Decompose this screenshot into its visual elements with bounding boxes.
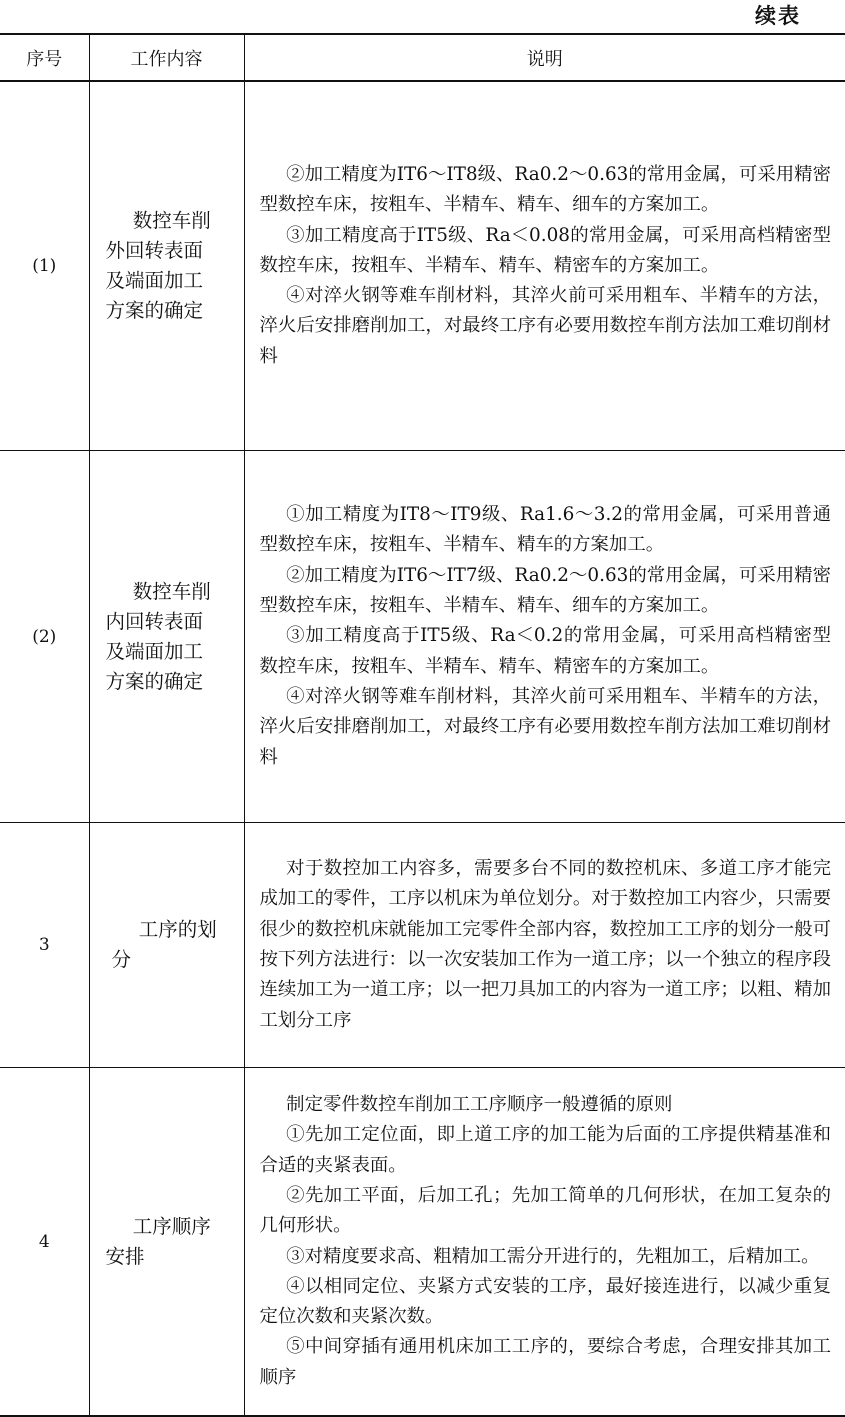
- work-line: 数控车削: [132, 209, 211, 232]
- row-desc: [244, 451, 845, 823]
- work-line: 外回转表面: [105, 239, 204, 262]
- row-work: [89, 451, 244, 823]
- work-line: 方案的确定: [105, 299, 204, 322]
- desc-paragraph: ④对淬火钢等难车削材料，其淬火前可采用粗车、半精车的方法，淬火后安排磨削加工，对最终工序有必要用数控车削方法加工难切削材料: [259, 685, 831, 768]
- desc-paragraph: ④对淬火钢等难车削材料，其淬火前可采用粗车、半精车的方法，淬火后安排磨削加工，对最终工序有必要用数控车削方法加工难切削材料: [259, 285, 831, 367]
- desc-paragraph: ⑤中间穿插有通用机床加工工序的，要综合考虑，合理安排其加工顺序: [259, 1336, 831, 1388]
- desc-paragraph: ①先加工定位面，即上道工序的加工能为后面的工序提供精基准和合适的夹紧表面。: [259, 1124, 831, 1176]
- row-desc: [244, 1068, 845, 1417]
- work-line: 及端面加工: [105, 269, 204, 292]
- table-row: [0, 451, 845, 823]
- row-desc: [244, 81, 845, 451]
- header-seq: 序号: [0, 34, 89, 81]
- desc-paragraph: 制定零件数控车削加工工序顺序一般遵循的原则: [286, 1094, 673, 1116]
- desc-paragraph: ②先加工平面，后加工孔；先加工简单的几何形状，在加工复杂的几何形状。: [259, 1184, 831, 1237]
- desc-paragraph: 对于数控加工内容多，需要多台不同的数控机床、多道工序才能完成加工的零件，工序以机床为单位划分。对于数控加工内容少，只需要很少的数控机床就能加工完零件全部内容，数控加工工序的划分一般可按下列方法进行：以一次安装加工作为一道工序；以一个独立的程序段连续加工为一道工序；以一把刀具加工的内容为一道工序；以粗、精加工划分工序: [259, 858, 831, 1031]
- desc-paragraph: ②加工精度为IT6～IT8级、Ra0.2～0.63的常用金属，可采用精密型数控车床，按粗车、半精车、精车、细车的方案加工。: [259, 163, 831, 216]
- row-seq: (1): [0, 81, 89, 451]
- work-line: 数控车削: [132, 579, 211, 603]
- row-work: [89, 81, 244, 451]
- desc-paragraph: ①加工精度为IT8～IT9级、Ra1.6～3.2的常用金属，可采用普通型数控车床，按粗车、半精车、精车的方案加工。: [259, 504, 831, 556]
- process-table: [0, 33, 845, 1417]
- header-desc: 说明: [244, 34, 845, 81]
- desc-paragraph: ③对精度要求高、粗精加工需分开进行的，先粗加工，后精加工。: [286, 1245, 820, 1267]
- desc-paragraph: ③加工精度高于IT5级、Ra＜0.08的常用金属，可采用高档精密型数控车床，按粗车、半精车、精车、精密车的方案加工。: [259, 224, 831, 276]
- row-work: [89, 823, 244, 1068]
- row-seq: 3: [0, 823, 89, 1068]
- desc-paragraph: ②加工精度为IT6～IT7级、Ra0.2～0.63的常用金属，可采用精密型数控车床，按粗车、半精车、精车、细车的方案加工。: [259, 564, 831, 617]
- table-row: [0, 81, 845, 451]
- work-line: 内回转表面: [105, 609, 204, 633]
- row-seq: (2): [0, 451, 89, 823]
- table-row: [0, 1068, 845, 1417]
- header-work: 工作内容: [89, 34, 244, 81]
- desc-paragraph: ③加工精度高于IT5级、Ra＜0.2的常用金属，可采用高档精密型数控车床，按粗车、半精车、精车、精密车的方案加工。: [259, 625, 831, 677]
- work-line: 工序顺序: [132, 1214, 211, 1238]
- row-desc: [244, 823, 845, 1068]
- desc-paragraph: ④以相同定位、夹紧方式安装的工序，最好接连进行，以减少重复定位次数和夹紧次数。: [259, 1275, 831, 1328]
- work-line: 及端面加工: [105, 639, 204, 663]
- table-header-row: [0, 34, 845, 81]
- work-line: 方案的确定: [105, 669, 204, 693]
- table-row: [0, 823, 845, 1068]
- table-caption: 续表: [755, 3, 801, 28]
- row-seq: 4: [0, 1068, 89, 1417]
- work-line: 工序的划分: [111, 918, 217, 971]
- row-work: [89, 1068, 244, 1417]
- work-line: 安排: [105, 1244, 145, 1268]
